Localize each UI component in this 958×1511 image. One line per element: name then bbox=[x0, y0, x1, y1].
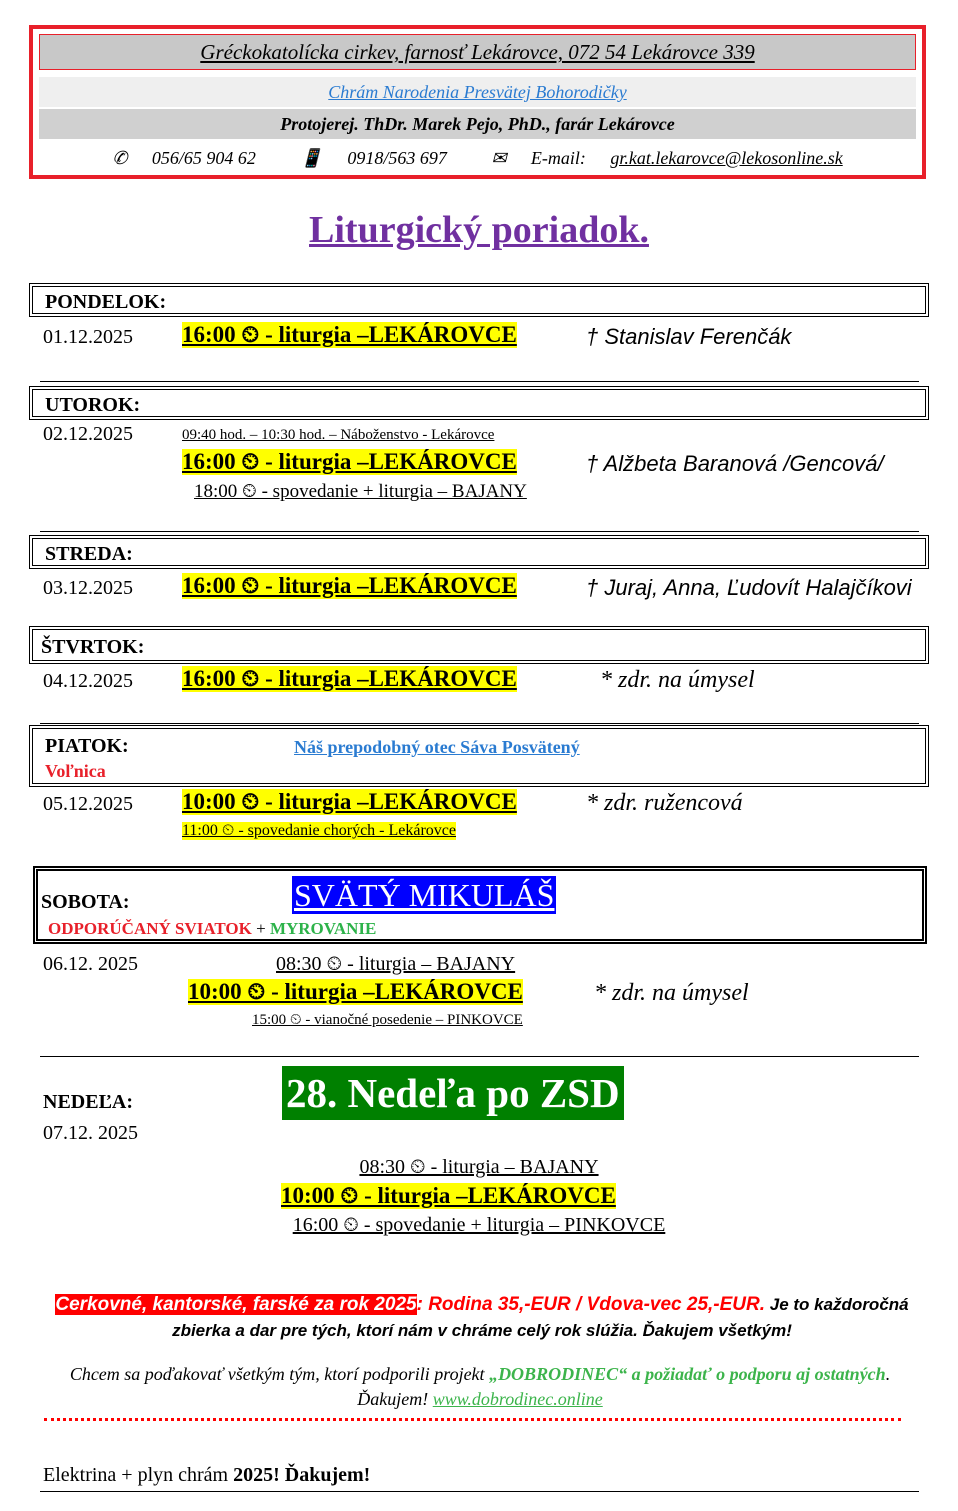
holiday-line bbox=[48, 919, 376, 939]
date-tuesday: 02.12.2025 bbox=[43, 423, 133, 445]
church-name[interactable]: Chrám Narodenia Presvätej Bohorodičky bbox=[39, 77, 916, 107]
fee-label: Cerkovné, kantorské, farské za rok 2025 bbox=[55, 1294, 417, 1315]
thanks-text-c: . Ďakujem! bbox=[357, 1364, 891, 1409]
day-name: STREDA: bbox=[45, 543, 133, 565]
day-header-saturday bbox=[33, 866, 927, 944]
intent-tuesday: † Alžbeta Baranová /Gencová/ bbox=[586, 451, 884, 476]
extra-sunday-row bbox=[0, 1214, 958, 1237]
electric-text-b: 2025! Ďakujem! bbox=[233, 1464, 371, 1486]
liturgy-saturday: 10:00 ⏲ - liturgia –LEKÁROVCE bbox=[188, 979, 523, 1004]
liturgy-wednesday: 16:00 ⏲ - liturgia –LEKÁROVCE bbox=[182, 573, 517, 598]
phone-icon: ✆ bbox=[112, 148, 128, 168]
plus-sign: + bbox=[256, 919, 266, 938]
day-name: PIATOK: bbox=[45, 735, 129, 757]
feast-friday[interactable]: Náš prepodobný otec Sáva Posvätený bbox=[294, 737, 580, 757]
early-sunday: 08:30 ⏲ - liturgia – BAJANY bbox=[359, 1156, 599, 1178]
extra-sunday: 16:00 ⏲ - spovedanie + liturgia – PINKOVCE bbox=[292, 1214, 666, 1236]
liturgy-sunday: 10:00 ⏲ - liturgia –LEKÁROVCE bbox=[281, 1183, 616, 1208]
divider bbox=[40, 531, 919, 532]
day-header-friday bbox=[29, 725, 929, 787]
holiday-label: ODPORÚČANÝ SVIATOK bbox=[48, 919, 252, 938]
dotted-divider bbox=[44, 1418, 901, 1421]
extra-friday: 11:00 ⏲ - spovedanie chorých - Lekárovce bbox=[182, 822, 457, 839]
fee-text: Je to každoročná zbierka a dar pre tých, ktorí nám v chráme celý rok slúžia. Ďakujem všetkým! bbox=[172, 1295, 909, 1340]
thanks-text-a: Chcem sa poďakovať všetkým tým, ktorí podporili projekt bbox=[69, 1364, 490, 1384]
mobile-contact bbox=[290, 148, 456, 168]
liturgy-tuesday: 16:00 ⏲ - liturgia –LEKÁROVCE bbox=[182, 449, 517, 474]
feast-sunday: 28. Nedeľa po ZSD bbox=[282, 1066, 624, 1120]
divider bbox=[40, 381, 919, 382]
dobrodinec-notice bbox=[40, 1362, 920, 1412]
myro-label: MYROVANIE bbox=[269, 919, 377, 938]
contact-row bbox=[39, 143, 916, 173]
date-thursday: 04.12.2025 bbox=[43, 670, 133, 692]
email-icon: ✉ bbox=[491, 148, 507, 168]
day-header-thursday bbox=[29, 626, 929, 664]
email-contact bbox=[481, 148, 852, 168]
feast-saturday: SVÄTÝ MIKULÁŠ bbox=[294, 877, 555, 913]
electric-text-a: Elektrina + plyn chrám bbox=[43, 1464, 234, 1486]
phone-number: 056/65 904 62 bbox=[151, 148, 256, 168]
extra-saturday: 15:00 ⏲ - vianočné posedenie – PINKOVCE bbox=[252, 1012, 523, 1028]
bottom-divider bbox=[40, 1491, 919, 1492]
dobrodinec-link[interactable]: www.dobrodinec.online bbox=[432, 1389, 603, 1409]
intent-saturday: * zdr. na úmysel bbox=[594, 980, 749, 1006]
liturgy-thursday: 16:00 ⏲ - liturgia –LEKÁROVCE bbox=[182, 666, 517, 691]
mobile-icon: 📱 bbox=[300, 148, 323, 168]
liturgy-friday: 10:00 ⏲ - liturgia –LEKÁROVCE bbox=[182, 789, 517, 814]
divider bbox=[40, 723, 919, 724]
early-sunday-row bbox=[0, 1156, 958, 1179]
day-header-wednesday bbox=[29, 535, 929, 569]
day-name: UTOROK: bbox=[45, 394, 141, 416]
note-tuesday: 09:40 hod. – 10:30 hod. – Náboženstvo - Lekárovce bbox=[182, 427, 495, 443]
date-friday: 05.12.2025 bbox=[43, 793, 133, 815]
fee-notice bbox=[47, 1292, 917, 1344]
day-name: SOBOTA: bbox=[41, 891, 130, 913]
intent-wednesday: † Juraj, Anna, Ľudovít Halajčíkovi bbox=[586, 575, 912, 600]
day-header-monday bbox=[29, 283, 929, 317]
phone-contact bbox=[102, 148, 266, 168]
date-monday: 01.12.2025 bbox=[43, 326, 133, 348]
date-saturday: 06.12. 2025 bbox=[43, 953, 138, 975]
date-sunday: 07.12. 2025 bbox=[43, 1122, 138, 1144]
day-name: PONDELOK: bbox=[45, 291, 167, 313]
mobile-number: 0918/563 697 bbox=[347, 148, 447, 168]
divider bbox=[40, 1056, 919, 1057]
parish-address: Gréckokatolícka cirkev, farnosť Lekárovce, 072 54 Lekárovce 339 bbox=[39, 34, 916, 70]
electricity-notice bbox=[43, 1464, 370, 1487]
liturgy-monday: 16:00 ⏲ - liturgia –LEKÁROVCE bbox=[182, 322, 517, 347]
fee-amounts: : Rodina 35,-EUR / Vdova-vec 25,-EUR. bbox=[416, 1294, 766, 1315]
day-name-sunday: NEDEĽA: bbox=[43, 1091, 134, 1113]
email-label: E-mail: bbox=[530, 148, 586, 168]
email-link[interactable]: gr.kat.lekarovce@lekosonline.sk bbox=[610, 148, 843, 168]
day-header-tuesday bbox=[29, 386, 929, 420]
intent-monday: † Stanislav Ferenčák bbox=[586, 324, 792, 349]
intent-thursday: * zdr. na úmysel bbox=[600, 667, 755, 693]
priest-name: Protojerej. ThDr. Marek Pejo, PhD., farár Lekárovce bbox=[39, 109, 916, 139]
fast-friday: Voľnica bbox=[45, 761, 106, 781]
date-wednesday: 03.12.2025 bbox=[43, 577, 133, 599]
early-saturday: 08:30 ⏲ - liturgia – BAJANY bbox=[276, 953, 516, 975]
parish-header bbox=[29, 25, 926, 179]
day-name: ŠTVRTOK: bbox=[41, 636, 145, 658]
extra-tuesday: 18:00 ⏲ - spovedanie + liturgia – BAJANY bbox=[194, 481, 527, 502]
thanks-text-b: „DOBRODINEC“ a požiadať o podporu aj ostatných bbox=[489, 1364, 886, 1384]
page-title: Liturgický poriadok. bbox=[309, 209, 649, 251]
intent-friday: * zdr. ružencová bbox=[586, 790, 743, 816]
